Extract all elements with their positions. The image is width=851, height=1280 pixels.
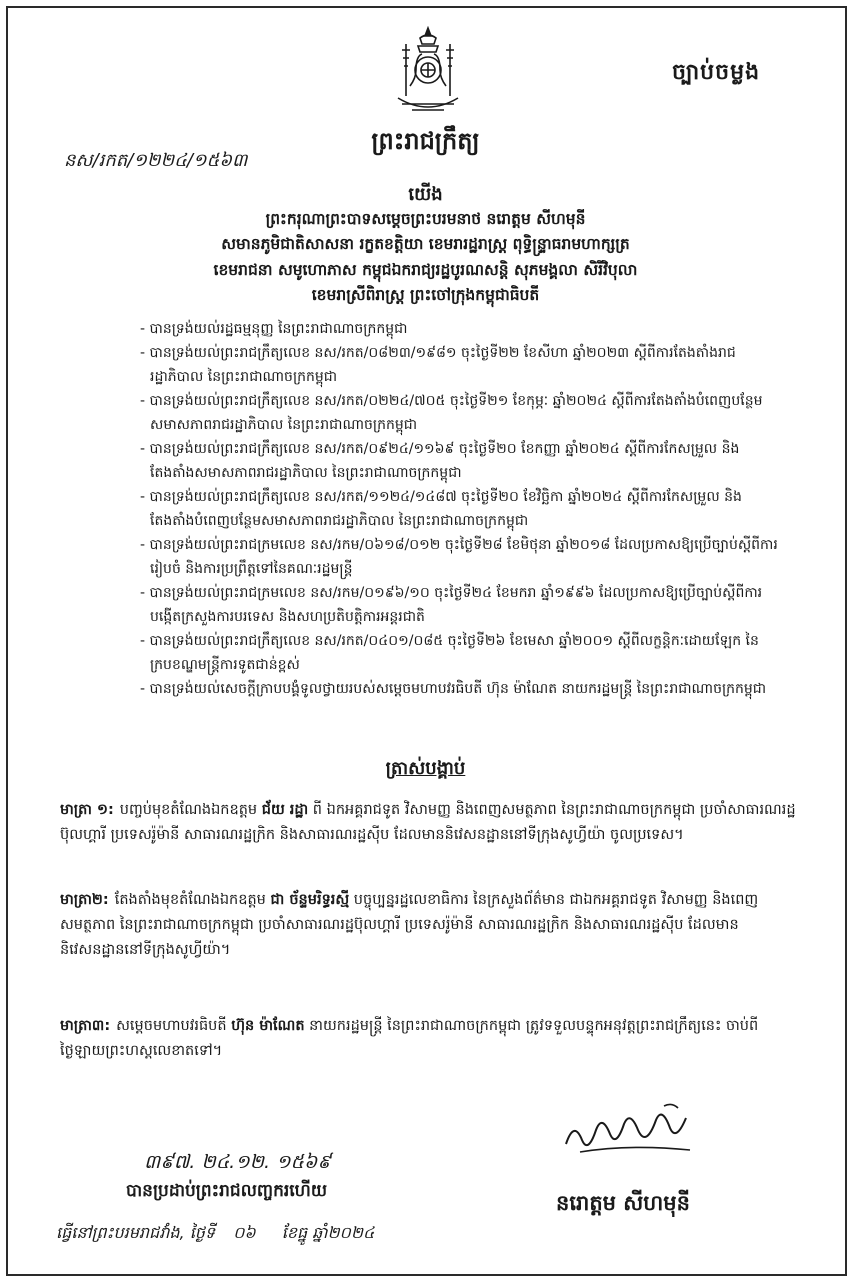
consideration-item: - បានទ្រង់យល់ព្រះរាជក្រឹត្យលេខ នស/រកត/០៤០១/០៨៥ ចុះថ្ងៃទី២៦ ខែមេសា ឆ្នាំ២០០១ ស្តីពីលក្ខន្តិកៈដោយឡែក នៃក្របខណ្ឌមន្ត្រីការទូតជាន់ខ្ពស់ (140, 633, 759, 673)
consideration-item: - បានទ្រង់យល់ព្រះរាជក្រឹត្យលេខ នស/រកត/១១២៤/១៤៨៧ ចុះថ្ងៃទី២០ ខែវិច្ឆិកា ឆ្នាំ២០២៤ ស្តីពីការកែសម្រួល និងតែងតាំងបំពេញបន្ថែមសមាសភាពរាជរដ្ឋាភិបាល នៃព្រះរាជាណាចក្រកម្ពុជា (140, 489, 742, 529)
person-name: ហ៊ុន ម៉ាណែត (231, 1018, 305, 1034)
handwritten-signature-icon (560, 1100, 710, 1160)
we-heading: យើង (408, 184, 443, 205)
person-name: ជ័យ រដ្ឋា (261, 802, 309, 818)
consideration-item: - បានទ្រង់យល់សេចក្តីក្រាបបង្គំទូលថ្វាយរបស់សម្តេចមហាបវរធិបតី ហ៊ុន ម៉ាណែត នាយករដ្ឋមន្ត្រី នៃព្រះរាជាណាចក្រកម្ពុជា (140, 681, 767, 697)
consideration-item: - បានទ្រង់យល់ព្រះរាជក្រមលេខ នស/រកម/០១៩៦/១០ ចុះថ្ងៃទី២៤ ខែមករា ឆ្នាំ១៩៩៦ ដែលប្រកាសឱ្យប្រើច្បាប់ស្តីពីការបង្កើតក្រសួងការបរទេស និងសហប្រតិបត្តិការអន្តរជាតិ (140, 585, 763, 625)
article-label: មាត្រា២: (60, 892, 109, 908)
article-3 (60, 1014, 798, 1064)
king-title-line: ព្រះករុណាព្រះបាទសម្តេចព្រះបរមនាថ នរោត្តម សីហមុនី (265, 210, 586, 228)
article-label: មាត្រា ១: (60, 802, 114, 818)
signer-name: នរោត្តម សីហមុនី (556, 1191, 690, 1215)
seal-number: ៣៩៧. ២៤.១២. ១៥៦៩ (144, 1151, 331, 1173)
copy-stamp: ច្បាប់ចម្លង (672, 60, 761, 85)
king-title-line: សមានភូមិជាតិសាសនា រក្ខតខត្តិយា ខេមរារដ្ឋរាស្ត្រ ពុទ្ធិន្ទ្រាធរាមហាក្សត្រ (221, 235, 630, 253)
article-2 (60, 888, 798, 963)
date-prefix: ធ្វើនៅព្រះបរមរាជវាំង, ថ្ងៃទី (56, 1223, 216, 1242)
article-1 (60, 798, 798, 848)
article-text: សម្តេចមហាបវរធិបតី (116, 1018, 232, 1034)
consideration-item: - បានទ្រង់យល់ព្រះរាជក្រមលេខ នស/រកម/០៦១៨/០១២ ចុះថ្ងៃទី២៨ ខែមិថុនា ឆ្នាំ២០១៨ ដែលប្រកាសឱ្យប្រើច្បាប់ស្តីពីការរៀបចំ និងការប្រព្រឹត្តទៅនៃគណៈរដ្ឋមន្ត្រី (140, 537, 778, 577)
consideration-item: - បានទ្រង់យល់ព្រះរាជក្រឹត្យលេខ នស/រកត/០៨២៣/១៩៨១ ចុះថ្ងៃទី២២ ខែសីហា ឆ្នាំ២០២៣ ស្តីពីការតែងតាំងរាជរដ្ឋាភិបាល នៃព្រះរាជាណាចក្រកម្ពុជា (140, 345, 736, 385)
date-suffix: ខែធ្នូ ឆ្នាំ២០២៤ (281, 1223, 375, 1242)
consideration-item: - បានទ្រង់យល់ព្រះរាជក្រឹត្យលេខ នស/រកត/០៩២៤/១១៦៩ ចុះថ្ងៃទី២០ ខែកញ្ញា ឆ្នាំ២០២៤ ស្តីពីការកែសម្រួល និងតែងតាំងសមាសភាពរាជរដ្ឋាភិបាល នៃព្រះរាជាណាចក្រកម្ពុជា (140, 441, 740, 481)
consideration-item: - បានទ្រង់យល់រដ្ឋធម្មនុញ្ញ នៃព្រះរាជាណាចក្រកម្ពុជា (140, 321, 408, 337)
article-text: តែងតាំងមុខតំណែងឯកឧត្តម (114, 892, 271, 908)
date-line (56, 1222, 374, 1246)
article-label: មាត្រា៣: (60, 1018, 111, 1034)
document-title: ព្រះរាជក្រឹត្យ (371, 127, 480, 155)
seal-verified-note: បានប្រដាប់ព្រះរាជលញ្ចករហើយ (126, 1181, 328, 1201)
king-title-line: ខេមរាស្រីពិរាស្ត្រ ព្រះចៅក្រុងកម្ពុជាធិបតី (311, 286, 540, 304)
date-day: ០៦ (233, 1223, 256, 1242)
royal-emblem-icon (392, 26, 464, 114)
article-text: ពី ឯកអគ្គរាជទូត វិសាមញ្ញ និងពេញសមត្ថភាព នៃព្រះរាជាណាចក្រកម្ពុជា ប្រចាំសាធារណរដ្ឋប៊ុលហ្គារី ប្រទេសរ៉ូម៉ានី សាធារណរដ្ឋក្រិក និងសាធារណរដ្ឋស៊ីប ដែលមាននិវេសនដ្ឋាននៅទីក្រុងសូហ្វីយ៉ា ចូលប្រទេស។ (60, 802, 796, 843)
king-title-line: ខេមរាជនា សមូហោភាស កម្ពុជឯករាជ្យរដ្ឋបូរណសន្តិ សុភមង្គលា សិរីវិបុលា (213, 261, 638, 279)
section-heading: ត្រាស់បង្គាប់ (385, 758, 466, 779)
consideration-item: - បានទ្រង់យល់ព្រះរាជក្រឹត្យលេខ នស/រកត/០២២៤/៧០៥ ចុះថ្ងៃទី២១ ខែកុម្ភៈ ឆ្នាំ២០២៤ ស្តីពីការតែងតាំងបំពេញបន្ថែមសមាសភាពរាជរដ្ឋាភិបាល នៃព្រះរាជាណាចក្រកម្ពុជា (140, 393, 763, 433)
article-text: នាយករដ្ឋមន្ត្រី នៃព្រះរាជាណាចក្រកម្ពុជា ត្រូវទទួលបន្ទុកអនុវត្តព្រះរាជក្រឹត្យនេះ ចាប់ពីថ្ងៃឡាយព្រះហស្តលេខាតទៅ។ (60, 1018, 759, 1059)
reference-number: នស/រកត/១២២៤/១៥៦៣ (64, 150, 248, 171)
article-text: បច្ចុប្បន្នរដ្ឋលេខាធិការ នៃក្រសួងព័ត៌មាន ជាឯកអគ្គរាជទូត វិសាមញ្ញ និងពេញសមត្ថភាព នៃព្រះរាជាណាចក្រកម្ពុជា ប្រចាំសាធារណរដ្ឋប៊ុលហ្គារី ប្រទេសរ៉ូម៉ានី សាធារណរដ្ឋក្រិក និងសាធារណរដ្ឋស៊ីប ដែលមាននិវេសនដ្ឋាននៅទីក្រុងសូហ្វីយ៉ា។ (60, 892, 759, 958)
article-text: បញ្ចប់មុខតំណែងឯកឧត្តម (119, 802, 262, 818)
person-name: ជា ច័ន្ទមរិទ្ធរស្មី (270, 892, 350, 908)
considerations-list (140, 317, 780, 701)
